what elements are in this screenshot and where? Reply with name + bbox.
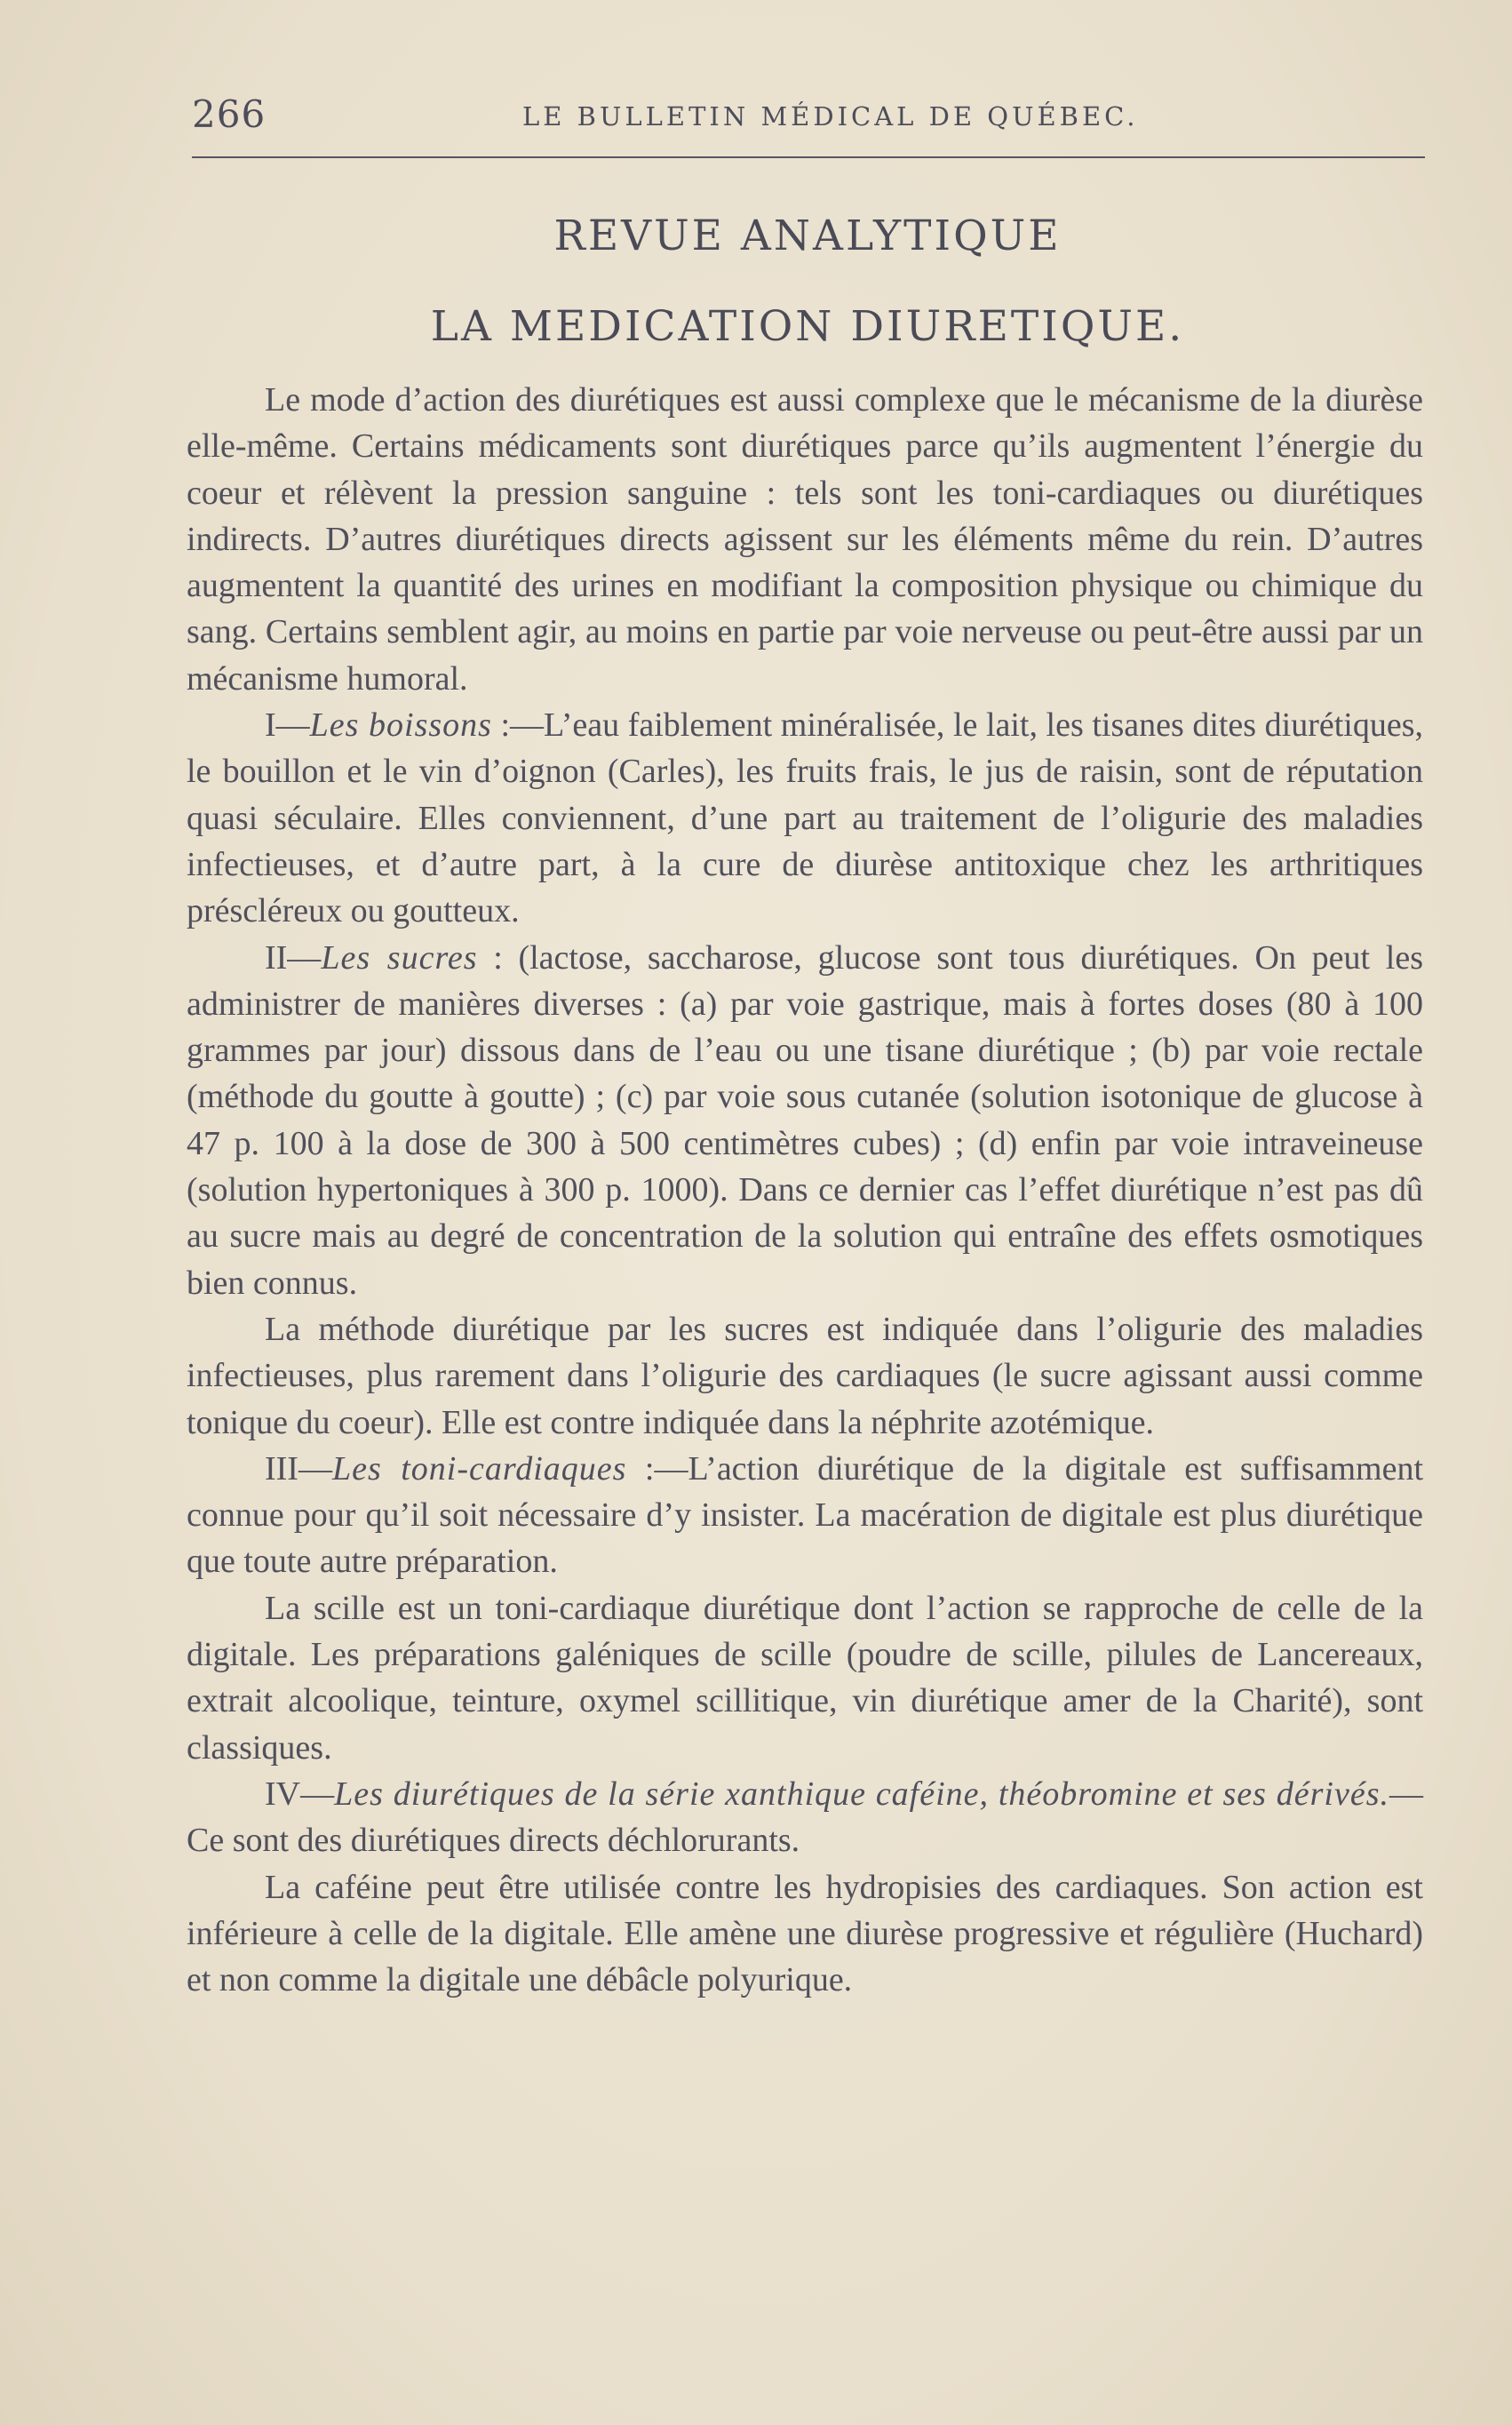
paragraph-text: Le mode d’action des diurétiques est aussi complexe que le mécanisme de la diurèse elle-même. Certains médicaments sont diurétiques parce qu’ils augmentent l’énergie du coeur et rélèvent la pression sanguine : tels sont les toni-cardiaques ou diurétiques indirects. D’autres diurétiques directs agissent sur les éléments même du rein. D’autres augmentent la quantité des urines en modifiant la composition physique ou chimique du sang. Certains semblent agir, au moins en partie par voie nerveuse ou peut-être aussi par un mécanisme humoral. xyxy=(187,381,1423,698)
paragraph-text: La caféine peut être utilisée contre les hydropisies des cardiaques. Son action est inférieure à celle de la digitale. Elle amène une diurèse progressive et régulière (Huchard) et non comme la digitale une débâcle polyurique. xyxy=(187,1868,1423,1999)
paragraph xyxy=(187,935,1423,1306)
paragraph xyxy=(187,1446,1423,1585)
header-rule xyxy=(192,156,1425,158)
paragraph xyxy=(187,1864,1423,2004)
article-title: LA MEDICATION DIURETIQUE. xyxy=(430,302,1185,351)
paragraph xyxy=(187,1585,1423,1771)
running-head xyxy=(192,92,1425,146)
paragraph-text: —Ce sont des diurétiques directs déchlorurants. xyxy=(187,1775,1423,1860)
section-title: REVUE ANALYTIQUE xyxy=(553,211,1062,260)
paragraph-lead: I— xyxy=(265,706,310,745)
paragraph-lead: IV— xyxy=(265,1775,335,1813)
paragraph-text: :—L’eau faiblement minéralisée, le lait, les tisanes dites diurétiques, le bouillon et le vin d’oignon (Carles), les fruits frais, le jus de raisin, sont de réputation quasi séculaire. Elles conviennent, d’une part au traitement de l’oligurie des maladies infectieuses, et d’autre part, à la cure de diurèse antitoxique chez les arthritiques préscléreux ou goutteux. xyxy=(187,706,1423,930)
paragraph xyxy=(187,377,1423,702)
paragraph-heading: Les diurétiques de la série xanthique caféine, théobromine et ses dérivés. xyxy=(334,1775,1389,1813)
paragraph-lead: II— xyxy=(265,938,322,977)
paragraph-heading: Les toni-cardiaques xyxy=(331,1449,627,1488)
paragraph-text: La scille est un toni-cardiaque diurétique dont l’action se rapproche de celle de la digitale. Les préparations galéniques de scille (poudre de scille, pilules de Lancereaux, extrait alcoolique, teinture, oxymel scillitique, vin diurétique amer de la Charité), sont classiques. xyxy=(187,1589,1423,1767)
paragraph xyxy=(187,1306,1423,1446)
paragraph-heading: Les sucres xyxy=(321,938,478,977)
paragraph-heading: Les boissons xyxy=(309,706,492,745)
paragraph-text: : (lactose, saccharose, glucose sont tous diurétiques. On peut les administrer de manières diverses : (a) par voie gastrique, mais à fortes doses (80 à 100 grammes par jour) dissous dans de l’eau ou une tisane diurétique ; (b) par voie rectale (méthode du goutte à goutte) ; (c) par voie sous cutanée (solution isotonique de glucose à 47 p. 100 à la dose de 300 à 500 centimètres cubes) ; (d) enfin par voie intraveineuse (solution hypertoniques à 300 p. 1000). Dans ce dernier cas l’effet diurétique n’est pas dû au sucre mais au degré de concentration de la solution qui entraîne des effets osmotiques bien connus. xyxy=(187,938,1423,1302)
paragraph-lead: III— xyxy=(265,1449,332,1488)
article-body xyxy=(187,377,1423,2003)
paragraph-text: La méthode diurétique par les sucres est indiquée dans l’oligurie des maladies infectieuses, plus rarement dans l’oligurie des cardiaques (le sucre agissant aussi comme tonique du coeur). Elle est contre indiquée dans la néphrite azotémique. xyxy=(187,1310,1423,1441)
paragraph-text: :—L’action diurétique de la digitale est suffisamment connue pour qu’il soit nécessaire d’y insister. La macération de digitale est plus diurétique que toute autre préparation. xyxy=(187,1449,1424,1581)
paragraph xyxy=(187,702,1423,934)
paragraph xyxy=(187,1771,1423,1864)
page-number: 266 xyxy=(192,92,267,136)
journal-title: LE BULLETIN MÉDICAL DE QUÉBEC. xyxy=(522,101,1139,132)
